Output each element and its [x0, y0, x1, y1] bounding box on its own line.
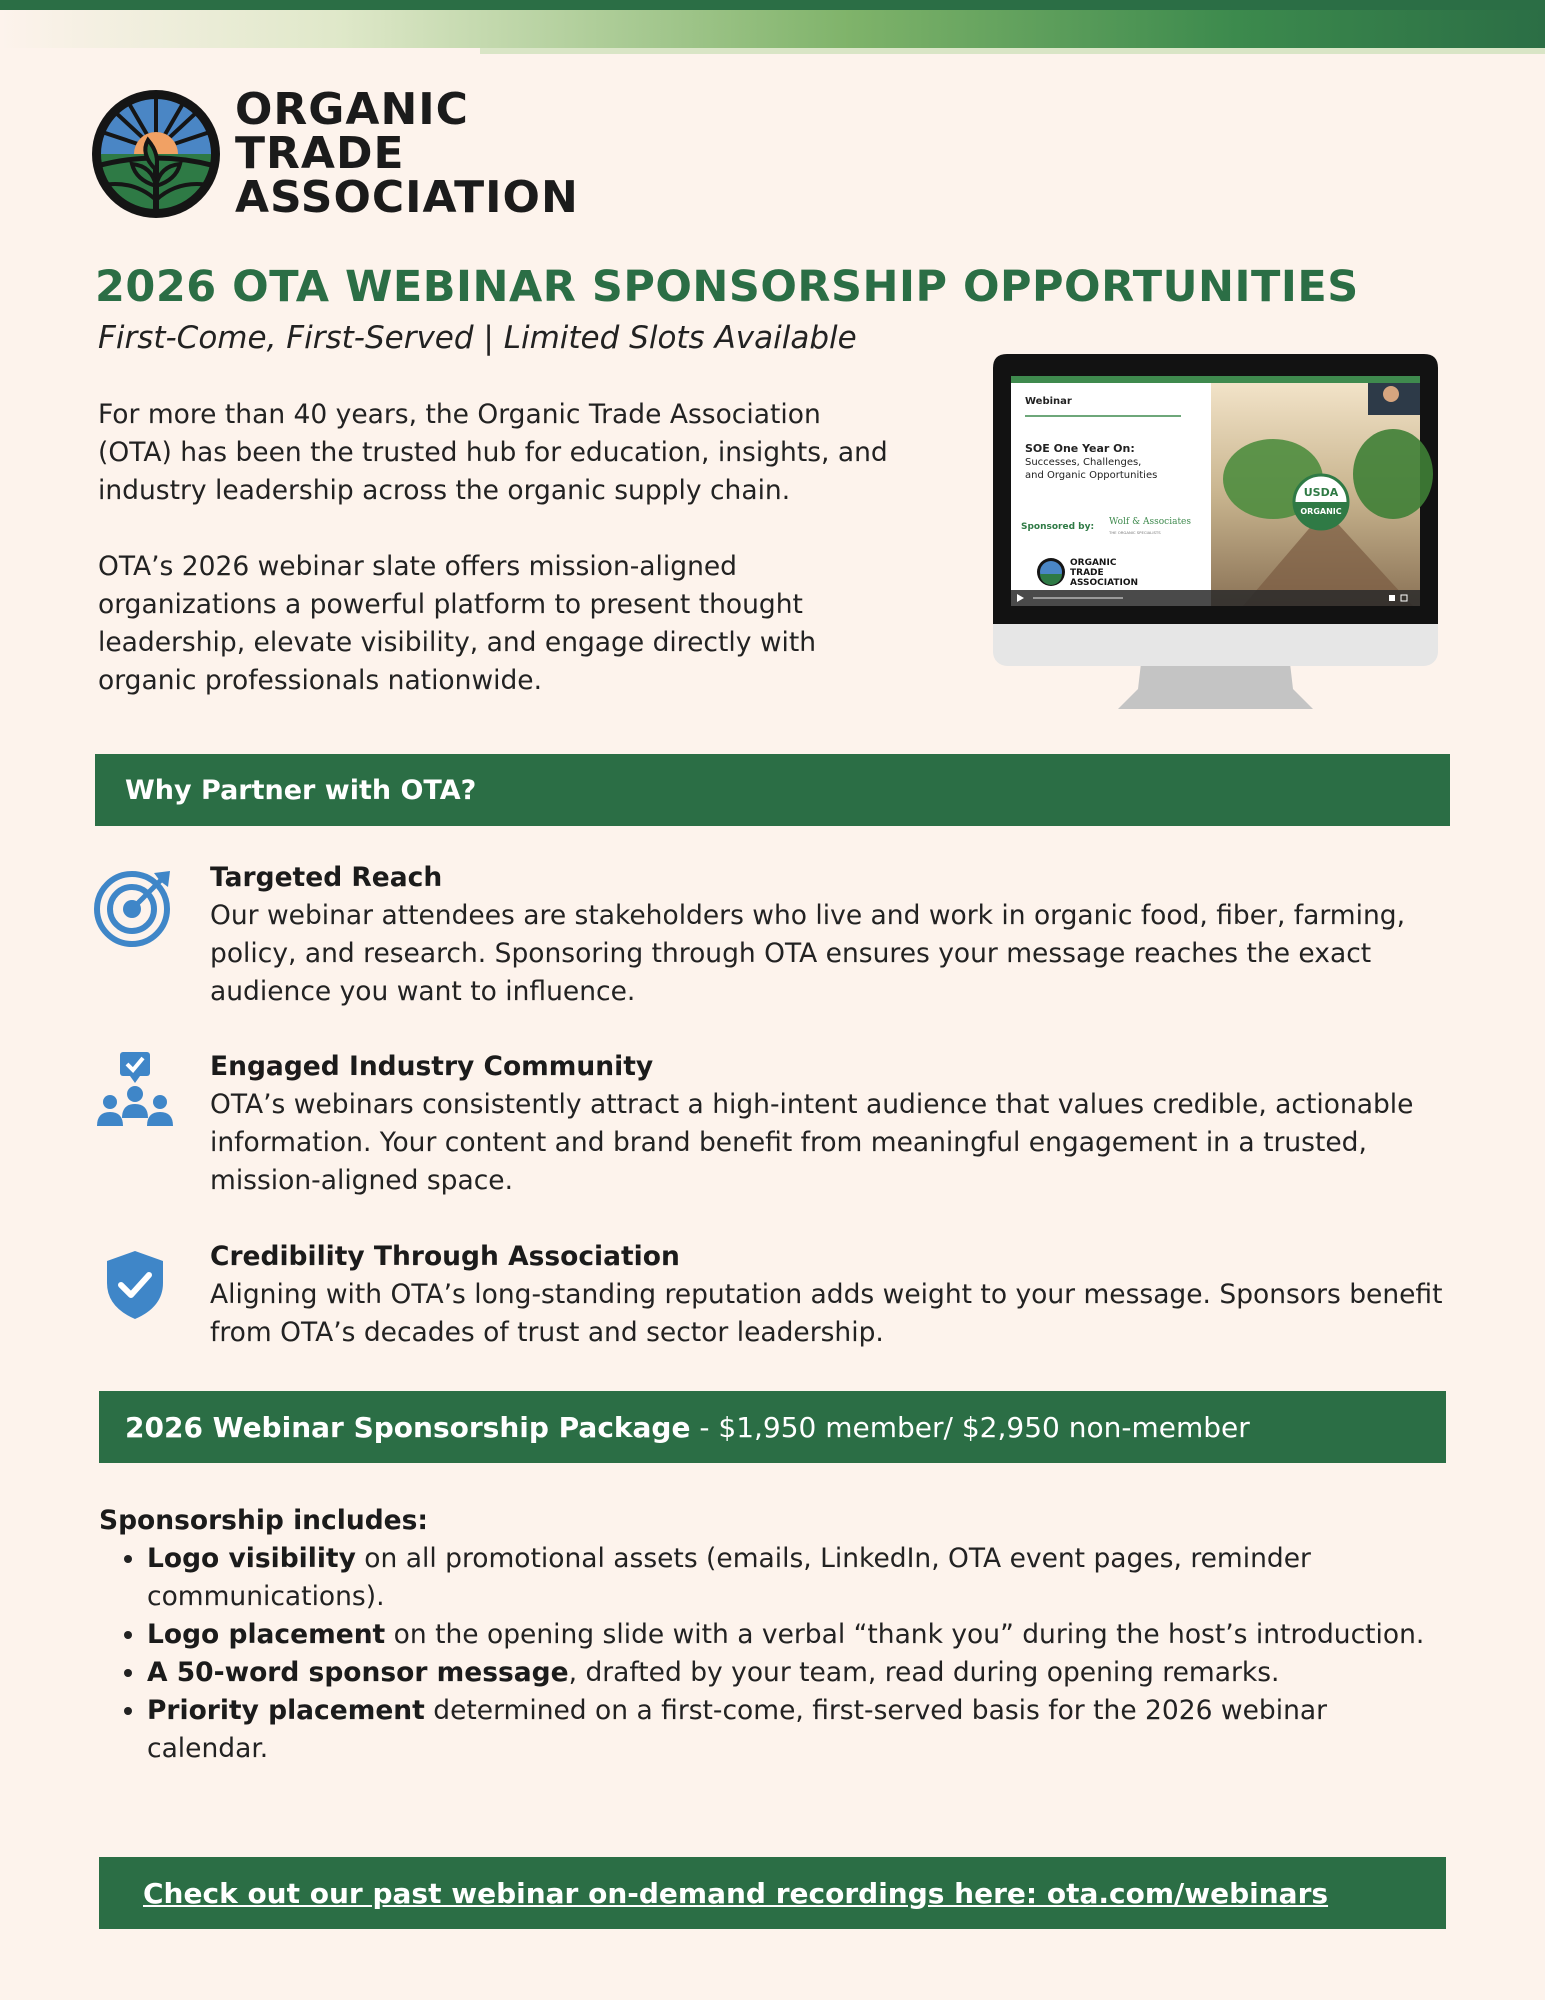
- logo-line-1: ORGANIC: [235, 84, 469, 135]
- list-item-text: on the opening slide with a verbal “thank you” during the host’s introduction.: [385, 1619, 1425, 1650]
- target-icon: [94, 867, 174, 947]
- list-item-bold: Logo visibility: [147, 1543, 356, 1574]
- benefit-credibility: [210, 1238, 1450, 1352]
- benefit-body: Aligning with OTA’s long-standing reputation adds weight to your message. Sponsors benefit from OTA’s decades of trust and sector leadership.: [210, 1279, 1443, 1348]
- screen-mini-logo-line-2: TRADE: [1070, 568, 1104, 578]
- shield-check-icon: [104, 1249, 166, 1321]
- list-item: [147, 1692, 1439, 1768]
- top-gradient-bar: [0, 0, 1545, 58]
- community-icon: [94, 1052, 176, 1128]
- list-item: [147, 1616, 1439, 1654]
- benefit-engaged-community: [210, 1048, 1450, 1200]
- why-partner-heading: Why Partner with OTA?: [95, 754, 1450, 826]
- ota-logo-emblem-icon: [90, 88, 222, 220]
- logo-line-3: ASSOCIATION: [235, 172, 579, 223]
- intro-text: [98, 396, 898, 738]
- webinar-recordings-bar: [99, 1857, 1446, 1929]
- screen-mini-logo-line-1: ORGANIC: [1070, 558, 1117, 568]
- screen-sponsor-tag: THE ORGANIC SPECIALISTS: [1109, 530, 1161, 535]
- screen-sponsor-name: Wolf & Associates: [1109, 517, 1192, 527]
- seal-bottom-text: ORGANIC: [1300, 507, 1342, 516]
- includes-heading: Sponsorship includes:: [99, 1505, 429, 1536]
- logo-line-2: TRADE: [235, 128, 405, 179]
- list-item-text: , drafted by your team, read during opening remarks.: [568, 1657, 1280, 1688]
- benefit-title: Targeted Reach: [210, 862, 443, 893]
- package-price: - $1,950 member/ $2,950 non-member: [690, 1410, 1250, 1444]
- webinar-monitor-illustration: [993, 354, 1438, 714]
- page-title: 2026 OTA WEBINAR SPONSORSHIP OPPORTUNITIES: [95, 262, 1359, 312]
- list-item-text: determined on a first-come, first-served basis for the 2026 webinar calendar.: [147, 1695, 1327, 1764]
- sponsorship-includes: [99, 1502, 1439, 1768]
- screen-subline-2: and Organic Opportunities: [1025, 470, 1158, 481]
- intro-paragraph-2: OTA’s 2026 webinar slate offers mission-aligned organizations a powerful platform to present thought leadership, elevate visibility, and engage directly with organic professionals nationwide.: [98, 551, 817, 696]
- package-name: 2026 Webinar Sponsorship Package: [125, 1410, 691, 1444]
- sponsorship-package-bar: [99, 1391, 1446, 1463]
- list-item-text: on all promotional assets (emails, LinkedIn, OTA event pages, reminder communications).: [147, 1543, 1311, 1612]
- screen-mini-logo-line-3: ASSOCIATION: [1070, 578, 1139, 588]
- list-item-bold: Logo placement: [147, 1619, 386, 1650]
- includes-list: [99, 1540, 1439, 1768]
- list-item: [147, 1540, 1439, 1616]
- benefit-title: Credibility Through Association: [210, 1241, 680, 1272]
- list-item-bold: Priority placement: [147, 1695, 425, 1726]
- screen-label: Webinar: [1025, 396, 1072, 407]
- usda-organic-seal-icon: [1294, 475, 1348, 529]
- seal-top-text: USDA: [1303, 486, 1339, 499]
- logo-wordmark: [235, 84, 579, 223]
- intro-paragraph-1: For more than 40 years, the Organic Trade Association (OTA) has been the trusted hub for education, insights, and industry leadership across the organic supply chain.: [98, 399, 888, 506]
- benefit-title: Engaged Industry Community: [210, 1051, 654, 1082]
- list-item: [147, 1654, 1439, 1692]
- screen-sponsored-by: Sponsored by:: [1021, 522, 1095, 532]
- screen-headline: SOE One Year On:: [1025, 442, 1135, 455]
- list-item-bold: A 50-word sponsor message: [147, 1657, 569, 1688]
- benefit-targeted-reach: [210, 859, 1450, 1011]
- screen-subline-1: Successes, Challenges,: [1025, 457, 1142, 468]
- benefit-body: Our webinar attendees are stakeholders who live and work in organic food, fiber, farming, policy, and research. Sponsoring through OTA ensures your message reaches the exact audience you want to influence.: [210, 900, 1406, 1007]
- benefit-body: OTA’s webinars consistently attract a high-intent audience that values credible, actionable information. Your content and brand benefit from meaningful engagement in a trusted, mission-aligned space.: [210, 1089, 1414, 1196]
- page-subtitle: First-Come, First-Served | Limited Slots Available: [98, 320, 857, 356]
- webinar-recordings-link[interactable]: Check out our past webinar on-demand recordings here: ota.com/webinars: [143, 1876, 1329, 1910]
- ota-logo: [90, 84, 590, 223]
